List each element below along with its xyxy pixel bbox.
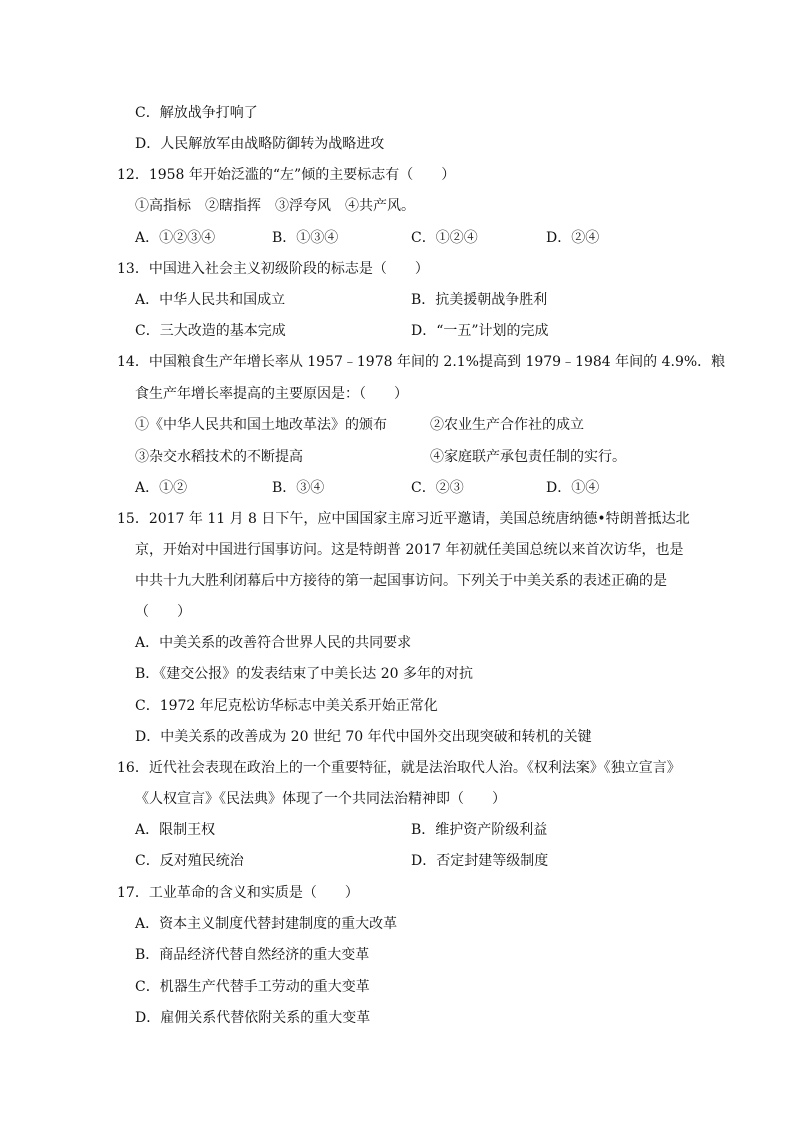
q13-option-b: B．抗美援朝战争胜利	[411, 292, 548, 308]
q12-option-d: D．②④	[546, 230, 600, 246]
q15-option-b: B．《建交公报》的发表结束了中美长达 20 多年的对抗	[135, 666, 474, 682]
q15-option-a: A．中美关系的改善符合世界人民的共同要求	[135, 635, 412, 651]
q13-option-c: C．三大改造的基本完成	[135, 323, 286, 339]
q17-option-c: C．机器生产代替手工劳动的重大变革	[135, 979, 370, 995]
q14-item-1: ①《中华人民共和国土地改革法》的颁布	[135, 417, 387, 433]
q15-stem-line2: 京，开始对中国进行国事访问。这是特朗普 2017 年初就任美国总统以来首次访华，也是	[135, 542, 684, 558]
q15-stem-line1: 15．2017 年 11 月 8 日下午，应中国国家主席习近平邀请，美国总统唐纳德•特朗普抵达北	[117, 511, 690, 527]
q14-stem-line1: 14．中国粮食生产年增长率从 1957﹣1978 年间的 2.1%提高到 1979﹣1984 年间的 4.9%．粮	[117, 354, 726, 370]
q14-stem-line2: 食生产年增长率提高的主要原因是：（ ）	[135, 386, 408, 402]
q16-option-a: A．限制王权	[135, 822, 216, 838]
q16-option-b: B．维护资产阶级利益	[411, 822, 548, 838]
q13-option-d: D．“一五”计划的完成	[411, 323, 549, 339]
q12-option-b: B．①③④	[272, 230, 339, 246]
q14-item-3: ③杂交水稻技术的不断提高	[135, 449, 303, 465]
q17-option-d: D．雇佣关系代替依附关系的重大变革	[135, 1010, 371, 1026]
q13-stem: 13．中国进入社会主义初级阶段的标志是（ ）	[117, 261, 429, 277]
q12-stem: 12．1958 年开始泛滥的“左”倾的主要标志有（ ）	[117, 167, 456, 183]
q13-option-a: A．中华人民共和国成立	[135, 292, 286, 308]
q16-stem-line1: 16．近代社会表现在政治上的一个重要特征，就是法治取代人治。《权利法案》《独立宣言》	[117, 760, 681, 776]
q15-stem-line3: 中共十九大胜利闭幕后中方接待的第一起国事访问。下列关于中美关系的表述正确的是	[135, 573, 667, 589]
q12-option-a: A．①②③④	[135, 230, 216, 246]
q11-option-c: C．解放战争打响了	[135, 105, 258, 121]
q14-option-d: D．①④	[546, 480, 600, 496]
q16-option-c: C．反对殖民统治	[135, 853, 244, 869]
q12-option-c: C．①②④	[411, 230, 478, 246]
q14-option-a: A．①②	[135, 480, 188, 496]
q12-items: ①高指标 ②瞎指挥 ③浮夸风 ④共产风。	[135, 198, 415, 214]
q15-option-c: C．1972 年尼克松访华标志中美关系开始正常化	[135, 698, 438, 714]
q14-option-b: B．③④	[272, 480, 325, 496]
q16-stem-line2: 《人权宣言》《民法典》体现了一个共同法治精神即（ ）	[135, 791, 506, 807]
q14-item-4: ④家庭联产承包责任制的实行。	[430, 449, 626, 465]
q14-item-2: ②农业生产合作社的成立	[430, 417, 584, 433]
q17-option-b: B．商品经济代替自然经济的重大变革	[135, 947, 370, 963]
q14-option-c: C．②③	[411, 480, 464, 496]
q17-stem: 17．工业革命的含义和实质是（ ）	[117, 885, 359, 901]
q16-option-d: D．否定封建等级制度	[411, 853, 549, 869]
q15-stem-line4: （ ）	[135, 604, 191, 620]
q11-option-d: D．人民解放军由战略防御转为战略进攻	[135, 136, 385, 152]
q17-option-a: A．资本主义制度代替封建制度的重大改革	[135, 916, 398, 932]
q15-option-d: D．中美关系的改善成为 20 世纪 70 年代中国外交出现突破和转机的关键	[135, 729, 592, 745]
